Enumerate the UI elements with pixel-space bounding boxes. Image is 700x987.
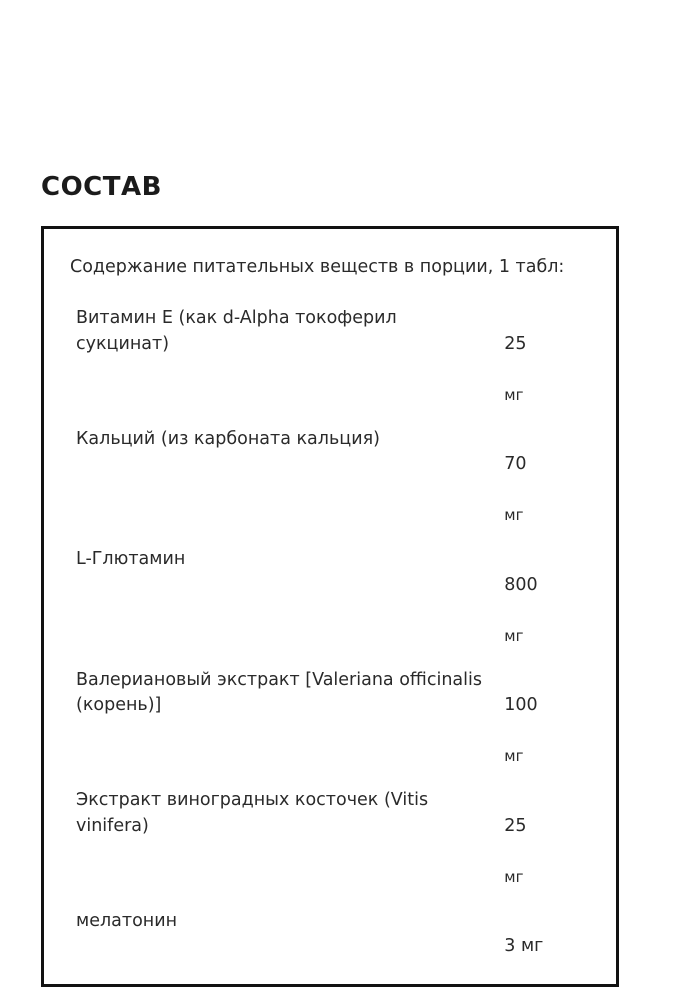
ingredient-unit: мг — [504, 506, 524, 524]
ingredient-amount — [504, 306, 594, 427]
ingredient-value: 800 — [504, 574, 538, 595]
ingredient-name: Валериановый экстракт [Valeriana officinalis (корень)] — [76, 669, 482, 716]
ingredient-value: 70 — [504, 454, 527, 475]
table-row — [66, 306, 594, 427]
table-row — [66, 547, 594, 668]
ingredient-unit: мг — [504, 747, 524, 765]
ingredient-value: 3 мг — [504, 936, 544, 957]
table-row — [66, 788, 594, 909]
ingredient-amount — [504, 547, 594, 668]
ingredients-panel — [41, 226, 619, 987]
ingredients-table — [66, 306, 594, 961]
table-row — [66, 427, 594, 548]
ingredient-value: 25 — [504, 333, 527, 354]
ingredient-unit: мг — [504, 626, 524, 645]
ingredient-amount — [504, 788, 594, 909]
ingredient-name: Экстракт виноградных косточек (Vitis vinifera) — [76, 790, 429, 836]
ingredient-name: Кальций (из карбоната кальция) — [76, 428, 380, 449]
table-row — [66, 909, 594, 962]
ingredient-amount — [504, 427, 594, 548]
ingredient-value: 25 — [504, 815, 527, 836]
ingredient-unit: мг — [504, 385, 524, 404]
table-row — [66, 668, 594, 789]
ingredient-name: Витамин E (как d-Alpha токоферил сукцинат) — [76, 308, 397, 354]
ingredient-amount — [504, 909, 594, 962]
ingredient-unit: мг — [504, 867, 524, 886]
ingredient-amount — [504, 668, 594, 789]
ingredient-value: 100 — [504, 695, 538, 716]
serving-size-note: Содержание питательных веществ в порции, 1 табл: — [70, 257, 565, 277]
ingredient-name: мелатонин — [76, 910, 178, 931]
ingredient-name: L-Глютамин — [76, 549, 186, 570]
page-title: СОСТАВ — [41, 172, 162, 203]
